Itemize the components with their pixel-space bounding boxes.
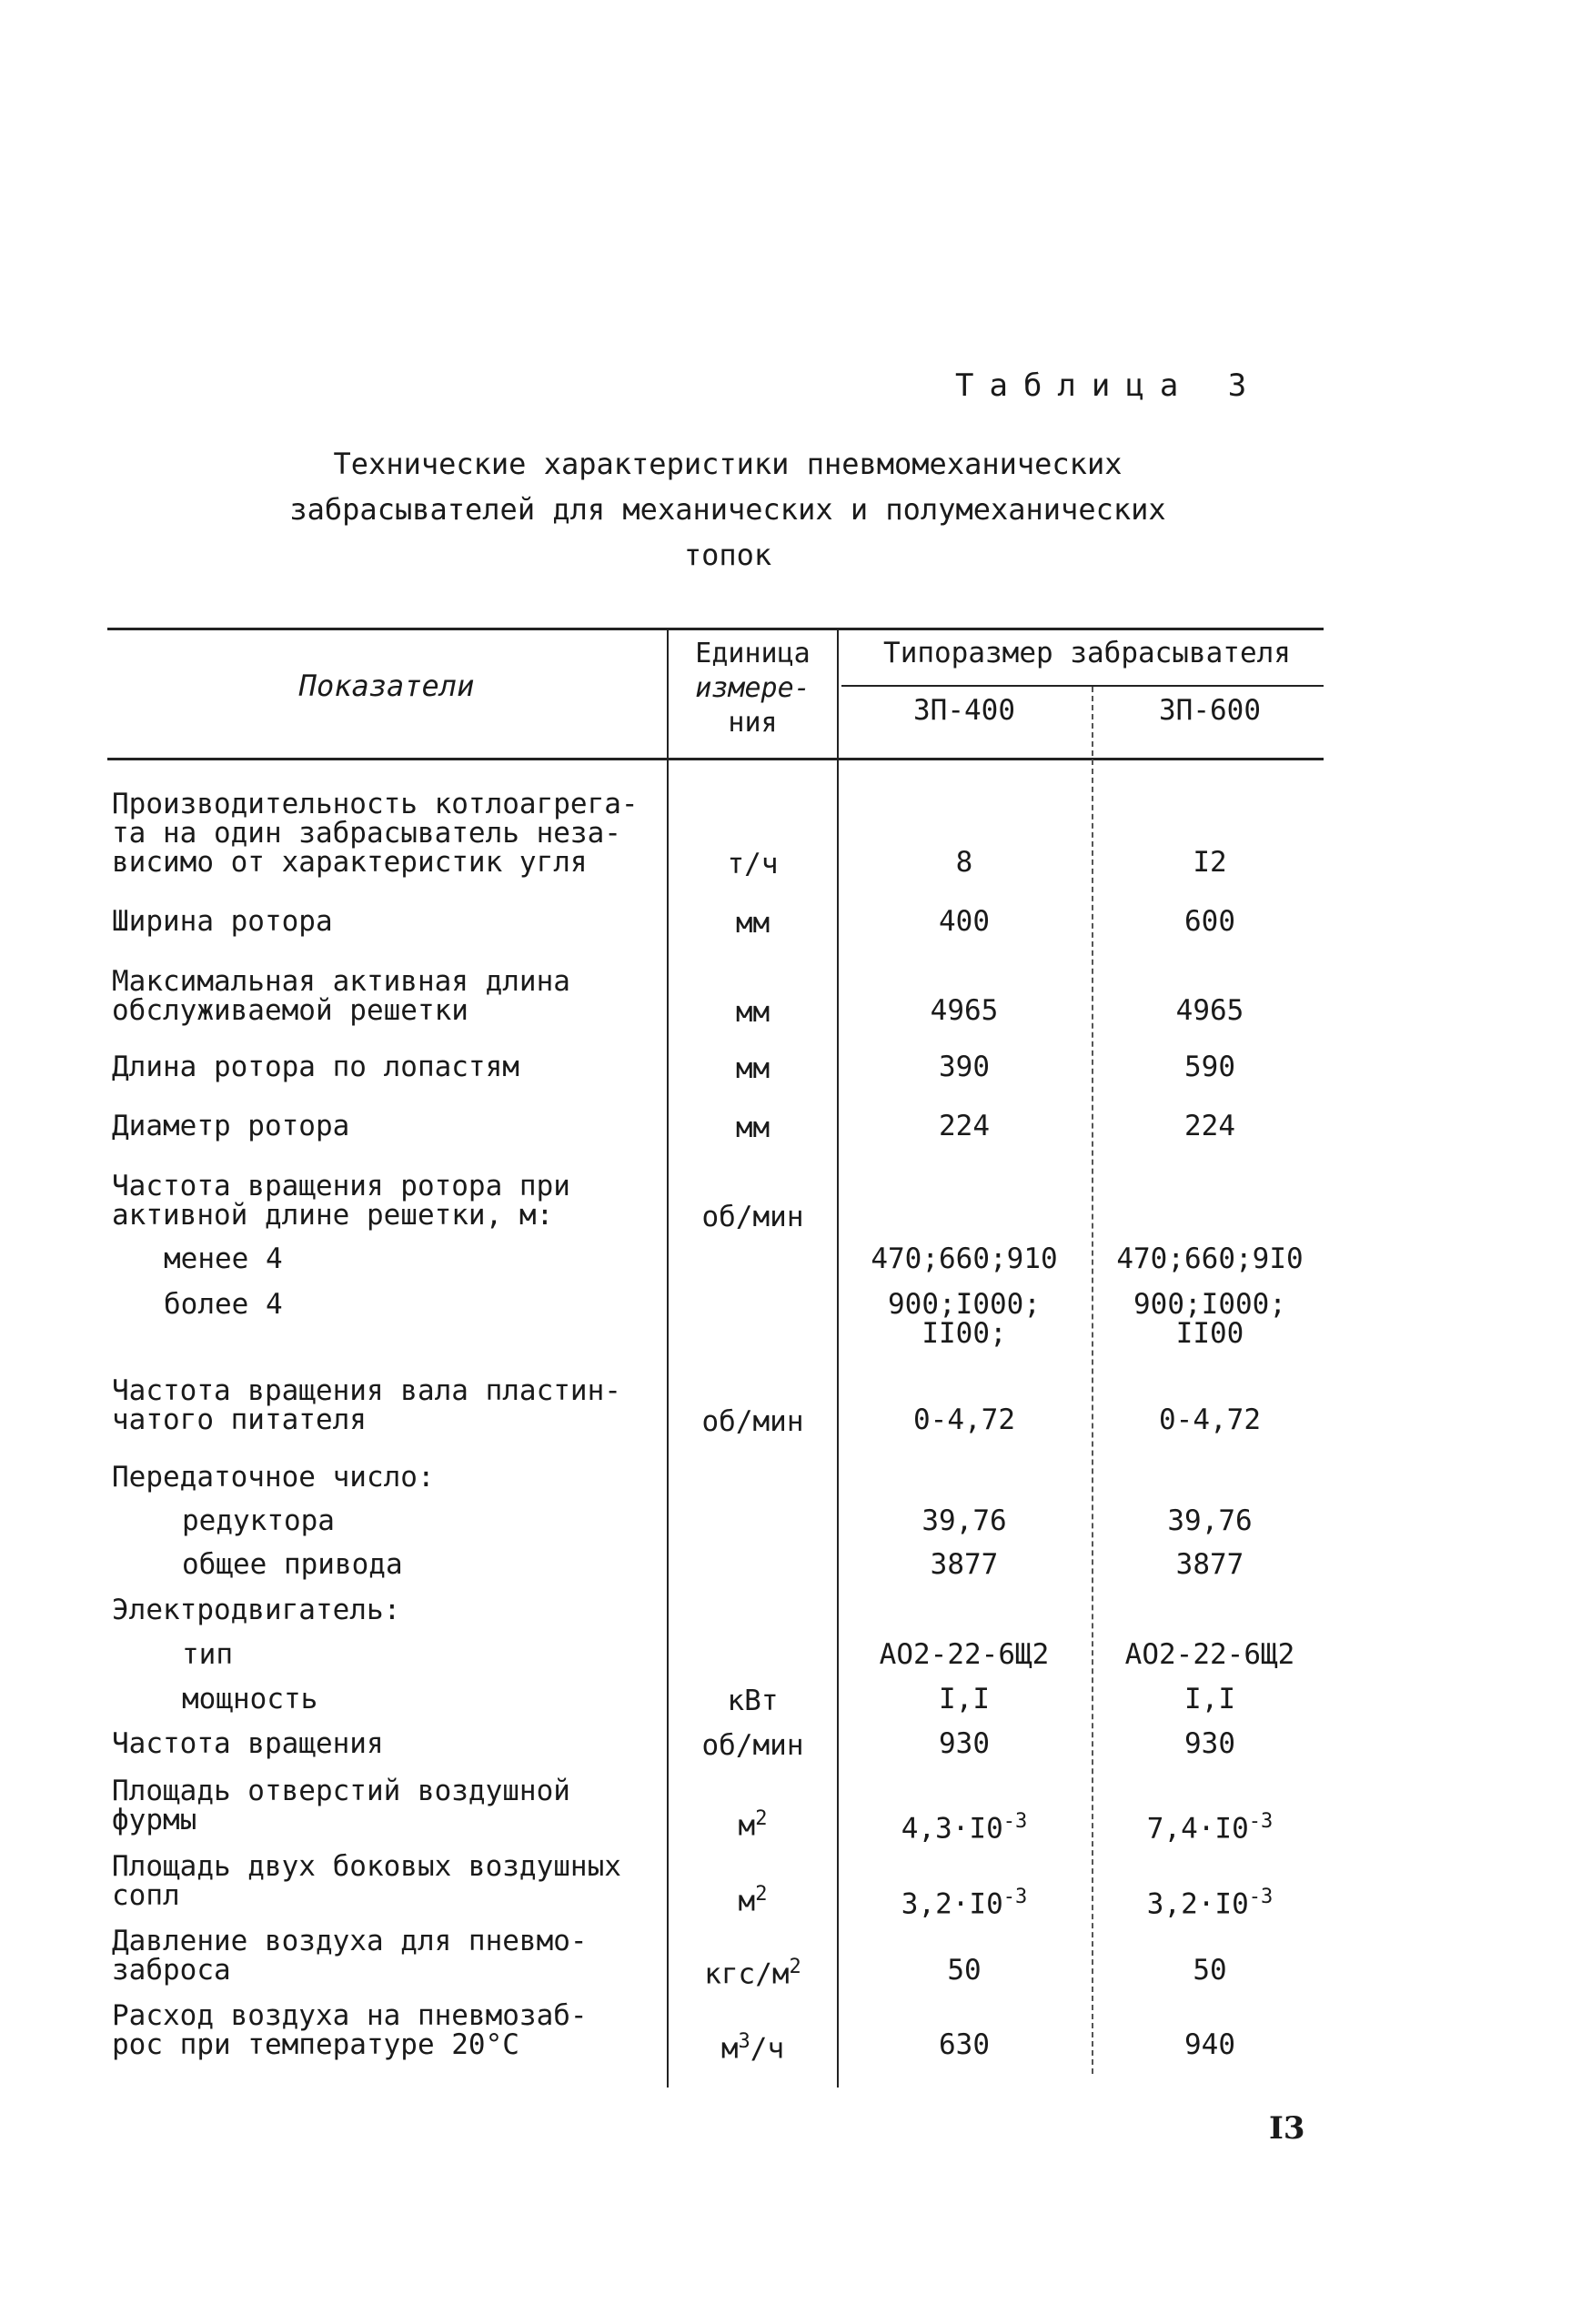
value-zp600: I2 bbox=[1193, 846, 1227, 879]
value-zp600: 600 bbox=[1184, 905, 1235, 938]
header-unit-line: измере- bbox=[695, 672, 811, 704]
row-name-line: Частота вращения ротора при bbox=[112, 1170, 570, 1202]
value-zp600: 0-4,72 bbox=[1159, 1403, 1261, 1436]
table-title bbox=[218, 441, 1237, 578]
row-unit: кгс/$м^2$ bbox=[704, 1956, 801, 1991]
row-name-line: Площадь двух боковых воздушных bbox=[112, 1850, 621, 1883]
row-unit: кВт bbox=[727, 1685, 779, 1717]
header-unit bbox=[673, 637, 832, 740]
row-name: мощность bbox=[182, 1683, 318, 1715]
title-line: Технические характеристики пневмомеханических bbox=[333, 447, 1123, 481]
row-name: менее 4 bbox=[164, 1242, 283, 1275]
row-name: более 4 bbox=[164, 1288, 283, 1321]
value-line: 900;I000; bbox=[888, 1288, 1041, 1321]
row-unit: мм bbox=[735, 1052, 770, 1085]
row-unit: мм bbox=[735, 907, 770, 940]
row-name: Частота вращения bbox=[112, 1727, 384, 1760]
row-unit: $м^2$ bbox=[738, 1807, 768, 1843]
row-name: Электродвигатель: bbox=[112, 1594, 401, 1626]
value-zp400: 0-4,72 bbox=[913, 1403, 1015, 1436]
value-zp400: 50 bbox=[947, 1954, 982, 1987]
row-unit: т/ч bbox=[727, 848, 779, 880]
column-divider-values bbox=[837, 628, 839, 2088]
value-zp400: 224 bbox=[939, 1110, 990, 1142]
column-divider-models bbox=[1092, 687, 1093, 2074]
row-name: тип bbox=[182, 1638, 233, 1671]
header-model-zp600: ЗП-600 bbox=[1159, 694, 1261, 727]
value-zp400: 8 bbox=[955, 846, 973, 879]
row-unit: об/мин bbox=[701, 1405, 804, 1438]
value-zp600 bbox=[1087, 1290, 1333, 1348]
value-zp400 bbox=[841, 1290, 1087, 1348]
header-indicators: Показатели bbox=[298, 669, 475, 703]
row-name bbox=[112, 1776, 671, 1835]
value-zp400: 4965 bbox=[930, 994, 999, 1027]
row-name-line: Расход воздуха на пневмозаб- bbox=[112, 1999, 588, 2032]
row-unit: об/мин bbox=[701, 1201, 804, 1233]
value-zp400: 930 bbox=[939, 1727, 990, 1760]
row-unit: $м^3/ч$ bbox=[720, 2030, 785, 2066]
value-zp600: I,I bbox=[1184, 1683, 1235, 1715]
table-top-rule bbox=[107, 628, 1324, 630]
table-label: Таблица 3 bbox=[955, 367, 1263, 404]
row-name bbox=[112, 2001, 671, 2059]
value-zp600: АО2-22-6Щ2 bbox=[1124, 1638, 1295, 1671]
value-zp600: 470;660;9I0 bbox=[1116, 1242, 1304, 1275]
row-name bbox=[112, 1172, 671, 1230]
value-zp600: 3877 bbox=[1175, 1548, 1244, 1581]
value-line: II00; bbox=[921, 1317, 1007, 1350]
row-name-line: та на один забрасыватель неза- bbox=[112, 817, 621, 850]
header-unit-line: Единица bbox=[695, 638, 811, 669]
row-name: Диаметр ротора bbox=[112, 1110, 350, 1142]
row-name: общее привода bbox=[182, 1548, 403, 1581]
value-zp600: $3,2\cdot I0^{-3}$ bbox=[1146, 1886, 1274, 1921]
row-name-line: сопл bbox=[112, 1879, 180, 1912]
row-name: Длина ротора по лопастям bbox=[112, 1051, 519, 1083]
row-name-line: обслуживаемой решетки bbox=[112, 994, 468, 1027]
row-unit: $м^2$ bbox=[738, 1883, 768, 1918]
row-name bbox=[112, 1376, 671, 1434]
row-name bbox=[112, 1927, 671, 1985]
row-name-line: Давление воздуха для пневмо- bbox=[112, 1925, 588, 1957]
value-zp600: 930 bbox=[1184, 1727, 1235, 1760]
value-zp600: 590 bbox=[1184, 1051, 1235, 1083]
row-name: редуктора bbox=[182, 1504, 335, 1537]
value-zp400: $3,2\cdot I0^{-3}$ bbox=[901, 1886, 1028, 1921]
row-name-line: активной длине решетки, м: bbox=[112, 1199, 554, 1232]
row-name-line: фурмы bbox=[112, 1804, 197, 1836]
value-zp600: 4965 bbox=[1175, 994, 1244, 1027]
row-unit: мм bbox=[735, 1112, 770, 1144]
value-zp600: 940 bbox=[1184, 2028, 1235, 2061]
row-name-line: Производительность котлоагрега- bbox=[112, 788, 639, 820]
value-zp400: 400 bbox=[939, 905, 990, 938]
page-number: I3 bbox=[1269, 2110, 1305, 2147]
value-zp400: АО2-22-6Щ2 bbox=[879, 1638, 1050, 1671]
row-name: Ширина ротора bbox=[112, 905, 333, 938]
row-name-line: висимо от характеристик угля bbox=[112, 846, 588, 879]
row-unit: мм bbox=[735, 996, 770, 1029]
row-name-line: Максимальная активная длина bbox=[112, 965, 570, 998]
header-model-zp400: ЗП-400 bbox=[913, 694, 1015, 727]
table-header-bottom-rule bbox=[107, 758, 1324, 760]
header-typesize: Типоразмер забрасывателя bbox=[883, 637, 1291, 669]
typesize-subrule bbox=[841, 685, 1324, 687]
value-zp600: 39,76 bbox=[1167, 1504, 1253, 1537]
title-line: забрасывателей для механических и полумеханических bbox=[289, 492, 1166, 527]
row-name bbox=[112, 790, 671, 877]
value-zp400: 470;660;910 bbox=[871, 1242, 1058, 1275]
row-name-line: Площадь отверстий воздушной bbox=[112, 1775, 570, 1807]
row-name-line: заброса bbox=[112, 1954, 231, 1987]
row-unit: об/мин bbox=[701, 1729, 804, 1762]
title-line: топок bbox=[683, 538, 772, 572]
value-zp400: 390 bbox=[939, 1051, 990, 1083]
value-zp600: 224 bbox=[1184, 1110, 1235, 1142]
header-unit-line: ния bbox=[728, 707, 778, 739]
row-name-line: рос при температуре 20°С bbox=[112, 2028, 519, 2061]
row-name bbox=[112, 967, 671, 1025]
row-name: Передаточное число: bbox=[112, 1461, 435, 1494]
value-zp400: 630 bbox=[939, 2028, 990, 2061]
value-zp600: 50 bbox=[1193, 1954, 1227, 1987]
row-name bbox=[112, 1852, 671, 1910]
value-zp400: 39,76 bbox=[921, 1504, 1007, 1537]
row-name-line: чатого питателя bbox=[112, 1403, 367, 1436]
value-zp400: $4,3\cdot I0^{-3}$ bbox=[901, 1810, 1028, 1846]
value-zp400: I,I bbox=[939, 1683, 990, 1715]
value-zp600: $7,4\cdot I0^{-3}$ bbox=[1146, 1810, 1274, 1846]
value-zp400: 3877 bbox=[930, 1548, 999, 1581]
row-name-line: Частота вращения вала пластин- bbox=[112, 1374, 621, 1407]
value-line: II00 bbox=[1175, 1317, 1244, 1350]
value-line: 900;I000; bbox=[1133, 1288, 1286, 1321]
